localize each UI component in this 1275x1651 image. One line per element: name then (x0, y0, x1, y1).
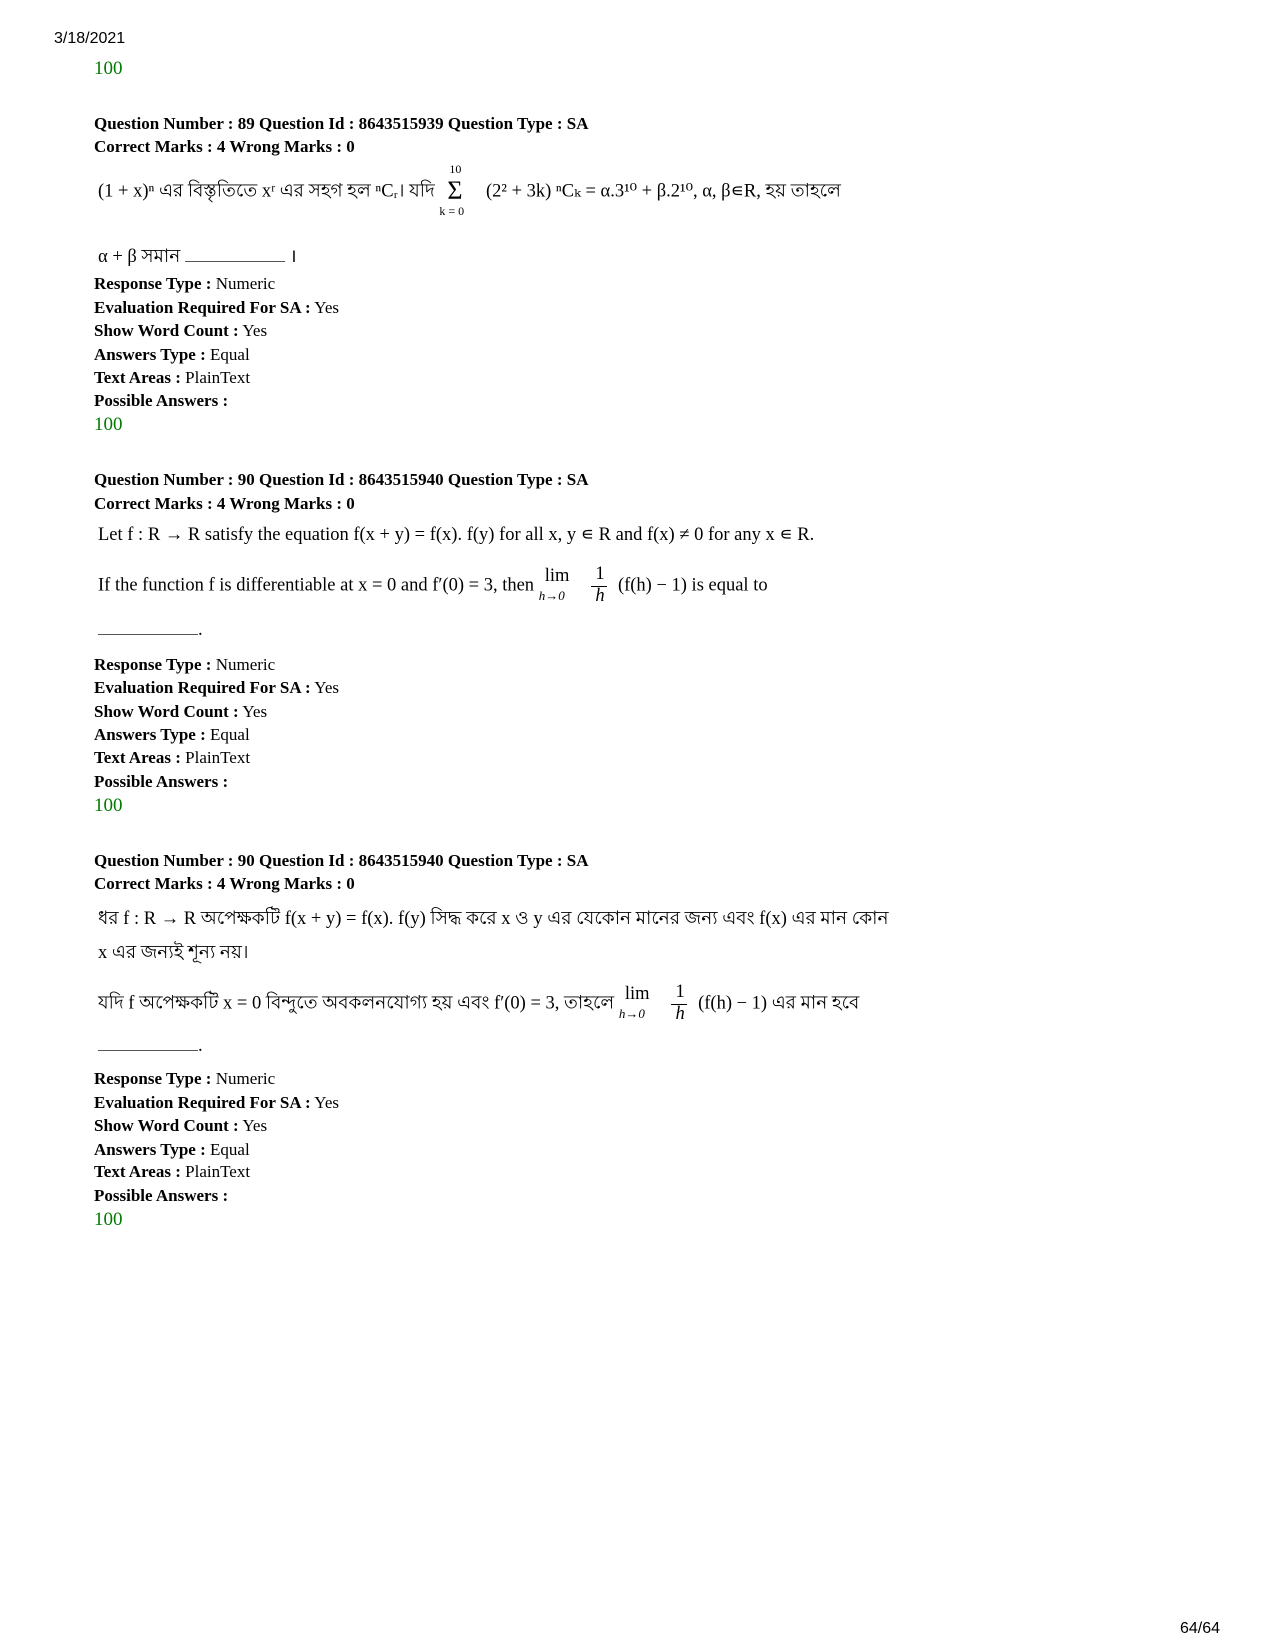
possible-answer: 100 (94, 414, 123, 435)
text-areas-row (94, 1162, 250, 1182)
field-label: Evaluation Required For SA : (94, 1093, 311, 1112)
sum-upper-limit: 10 (449, 162, 462, 176)
field-value: Numeric (215, 1069, 276, 1088)
limit-word: lim (624, 984, 650, 1004)
question-heading: Question Number : 90 Question Id : 8643515940 Question Type : SA (94, 470, 589, 489)
answer-blank (98, 622, 198, 635)
field-label: Show Word Count : (94, 702, 239, 721)
question-text: α + β সমান (98, 247, 181, 267)
field-label: Text Areas : (94, 368, 181, 387)
answer-blank (98, 1038, 198, 1051)
sigma-glyph: Σ (447, 176, 463, 205)
field-value: Numeric (215, 274, 276, 293)
field-value: Yes (314, 298, 340, 317)
fraction-numerator: 1 (595, 564, 605, 584)
answers-type-row (94, 725, 250, 745)
field-label: Answers Type : (94, 725, 206, 744)
question-text: x এর জন্যই শূন্য নয়। (98, 943, 249, 963)
text-areas-row (94, 748, 250, 768)
question-marks: Correct Marks : 4 Wrong Marks : 0 (94, 874, 355, 893)
possible-answer: 100 (94, 795, 123, 816)
field-label: Evaluation Required For SA : (94, 678, 311, 697)
fraction (591, 564, 609, 608)
text-areas-row (94, 368, 250, 388)
question-text-line (98, 564, 768, 608)
response-type-row (94, 655, 275, 675)
question-text: (f(h) − 1) is equal to (617, 575, 768, 596)
fraction-denominator: h (675, 1004, 685, 1024)
field-label: Response Type : (94, 274, 212, 293)
question-heading: Question Number : 89 Question Id : 8643515939 Question Type : SA (94, 114, 589, 133)
possible-answer: 100 (94, 1209, 123, 1230)
evaluation-row (94, 678, 339, 698)
word-count-row (94, 321, 267, 341)
sum-lower-limit: k = 0 (439, 204, 465, 218)
question-text: (2² + 3k) ⁿCₖ = α.3¹⁰ + β.2¹⁰, α, β∊R, হয় তাহলে (486, 181, 841, 202)
field-label: Text Areas : (94, 1162, 181, 1181)
question-text: । (289, 247, 297, 267)
field-label: Answers Type : (94, 345, 206, 364)
field-value: PlainText (185, 368, 251, 387)
evaluation-row (94, 1093, 339, 1113)
response-type-row (94, 274, 275, 294)
response-type-row (94, 1069, 275, 1089)
word-count-row (94, 1116, 267, 1136)
question-marks: Correct Marks : 4 Wrong Marks : 0 (94, 137, 355, 156)
question-text: যদি f অপেক্ষকটি x = 0 বিন্দুতে অবকলনযোগ্য হয় এবং f′(0) = 3, তাহলে (98, 993, 615, 1014)
field-label: Show Word Count : (94, 321, 239, 340)
field-label: Show Word Count : (94, 1116, 239, 1135)
limit-subscript: h→0 (618, 1006, 645, 1021)
page-number: 64/64 (1180, 1620, 1221, 1637)
fraction-numerator: 1 (675, 982, 685, 1002)
question-text: . (198, 1036, 203, 1056)
question-text-line (98, 1036, 203, 1057)
question-text: (1 + x)ⁿ এর বিস্তৃতিতে xʳ এর সহগ হল ⁿCᵣ। যদি (98, 181, 435, 202)
field-value: Yes (242, 702, 268, 721)
field-value: Equal (210, 1140, 250, 1159)
limit-expression (539, 566, 583, 606)
possible-answers-label: Possible Answers : (94, 391, 229, 410)
question-text: Let f : R → R satisfy the equation f(x + y) = f(x). f(y) for all x, y ∊ R and f(x) ≠ 0 for any x ∊ R. (98, 525, 815, 545)
fraction-denominator: h (595, 586, 605, 606)
field-value: Yes (314, 678, 340, 697)
possible-answers-label: Possible Answers : (94, 772, 229, 791)
field-label: Response Type : (94, 655, 212, 674)
answers-type-row (94, 345, 250, 365)
field-value: PlainText (185, 748, 251, 767)
field-value: Numeric (215, 655, 276, 674)
answers-type-row (94, 1140, 250, 1160)
field-value: Yes (242, 321, 268, 340)
field-value: Yes (314, 1093, 340, 1112)
question-text: ধর f : R → R অপেক্ষকটি f(x + y) = f(x). f(y) সিদ্ধ করে x ও y এর যেকোন মানের জন্য এবং f(x) এর মান কোন (98, 909, 889, 929)
possible-answers-label: Possible Answers : (94, 1186, 229, 1205)
limit-subscript: h→0 (538, 588, 565, 603)
field-label: Answers Type : (94, 1140, 206, 1159)
print-date: 3/18/2021 (54, 30, 126, 47)
limit-expression (619, 984, 663, 1024)
field-value: Equal (210, 345, 250, 364)
question-marks: Correct Marks : 4 Wrong Marks : 0 (94, 494, 355, 513)
question-text-line (98, 242, 297, 273)
question-text: If the function f is differentiable at x = 0 and f′(0) = 3, then (98, 575, 535, 596)
field-label: Response Type : (94, 1069, 212, 1088)
evaluation-row (94, 298, 339, 318)
limit-word: lim (544, 566, 570, 586)
field-value: PlainText (185, 1162, 251, 1181)
field-value: Yes (242, 1116, 268, 1135)
previous-answer: 100 (94, 58, 123, 79)
question-text-line (98, 982, 859, 1026)
question-text: (f(h) − 1) এর মান হবে (698, 993, 860, 1014)
fraction (671, 982, 689, 1026)
summation-symbol (439, 162, 475, 218)
question-text-line (98, 620, 203, 641)
question-text: . (198, 620, 203, 640)
field-value: Equal (210, 725, 250, 744)
field-label: Evaluation Required For SA : (94, 298, 311, 317)
field-label: Text Areas : (94, 748, 181, 767)
question-text-line (98, 162, 841, 218)
word-count-row (94, 702, 267, 722)
answer-blank (185, 249, 285, 262)
question-heading: Question Number : 90 Question Id : 8643515940 Question Type : SA (94, 851, 589, 870)
